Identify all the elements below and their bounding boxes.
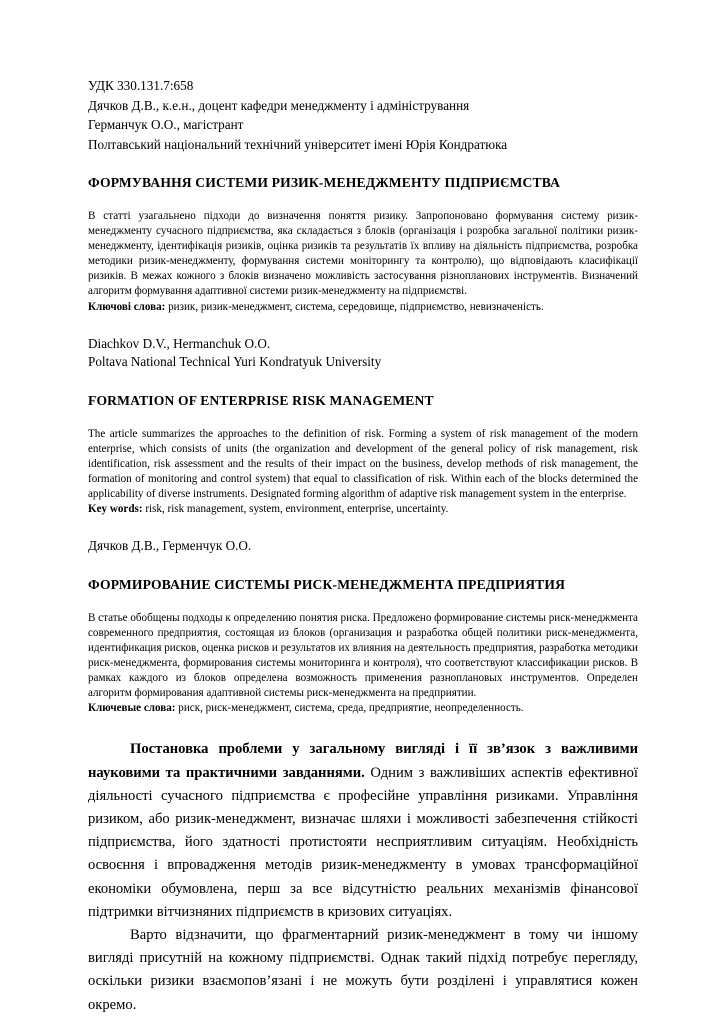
ru-keywords-label: Ключевые слова: — [88, 702, 176, 715]
en-keywords-list: risk, risk management, system, environment, enterprise, uncertainty. — [142, 503, 449, 516]
udc-code: УДК 330.131.7:658 — [88, 78, 194, 93]
body-paragraph-text: Одним з важливіших аспектів ефективної діяльності сучасного підприємства є професійне управління ризиками. Управління ризиком, або ризик-менеджмент, визначає шляхи і можливості забезпечення стійкості підприємства, його здатності протистояти несприятливим ситуаціям. Необхідність освоєння і впровадження методів ризик-менеджменту в умовах трансформаційної економіки обумовлена, перш за все відсутністю реальних механізмів фінансової підтримки вітчизняних підприємств в кризових ситуаціях. — [88, 764, 638, 920]
uk-article-title: ФОРМУВАННЯ СИСТЕМИ РИЗИК-МЕНЕДЖМЕНТУ ПІДПРИЄМСТВА — [88, 175, 561, 190]
ru-authors: Дячков Д.В., Герменчук О.О. — [88, 538, 252, 554]
ru-keywords-list: риск, риск-менеджмент, система, среда, предприятие, неопределенность. — [175, 702, 524, 715]
uk-affiliation: Полтавський національний технічний університет імені Юрія Кондратюка — [88, 136, 508, 152]
en-section — [88, 335, 638, 518]
uk-keywords-label: Ключові слова: — [88, 300, 166, 313]
en-affiliation: Poltava National Technical Yuri Kondratyuk University — [88, 354, 382, 370]
uk-author-primary: Дячков Д.В., к.е.н., доцент кафедри менеджменту і адміністрування — [88, 97, 470, 113]
uk-author-secondary: Германчук О.О., магістрант — [88, 117, 244, 132]
en-abstract: The article summarizes the approaches to the definition of risk. Forming a system of risk management of the modern enterprise, which consists of units (the organization and development of the general policy of risk management, risk identification, risk assessment and the results of their impact on the business, develop methods of risk management, the formation of monitoring and control system) that equal to classification of risk. Within each of the blocks determined the applicability of diverse instruments. Designated forming algorithm of adaptive risk management system in the enterprise. — [88, 427, 638, 501]
en-keywords — [88, 502, 638, 517]
ru-section — [88, 537, 638, 716]
en-authors: Diachkov D.V., Hermanchuk O.O. — [88, 335, 271, 351]
body-paragraph-lead-in: Постановка проблеми у загальному вигляді і її зв’язок з важливими науковими та практичними завданнями. — [88, 741, 638, 781]
ru-abstract: В статье обобщены подходы к определению понятия риска. Предложено формирование системы риск-менеджмента современного предприятия, состоящая из блоков (организация и разработка общей политики риск-менеджмента, идентификация рисков, оценка рисков и результатов их влияния на деятельность предприятия, разработка методики риск-менеджмента, формирования системы мониторинга и контроля), что соответствуют классификации рисков. В рамках каждого из блоков определена возможность применения разноплановых инструментов. Определен алгоритм формирования адаптивной системы риск-менеджмента на предприятии. — [88, 611, 638, 700]
body-paragraph-problem-statement — [88, 738, 638, 924]
en-article-title: FORMATION OF ENTERPRISE RISK MANAGEMENT — [88, 392, 434, 408]
uk-abstract: В статті узагальнено підходи до визначення поняття ризику. Запропоновано формування систему ризик-менеджменту сучасного підприємства, яка складається з блоків (організація і розробка загальної політики ризик-менеджменту, ідентифікація ризиків, оцінка ризиків та результатів їх впливу на діяльність підприємства, розробка методики ризик-менеджменту, формування системи моніторингу та контролю), що відповідають класифікації ризиків. В межах кожного з блоків визначено можливість застосування різнопланових інструментів. Визначений алгоритм формування адаптивної системи ризик-менеджменту на підприємстві. — [88, 210, 638, 298]
en-keywords-label: Key words: — [88, 503, 143, 516]
uk-keywords-list: ризик, ризик-менеджмент, система, середовище, підприємство, невизначеність. — [165, 300, 544, 313]
ru-keywords — [88, 701, 638, 716]
ru-article-title: ФОРМИРОВАНИЕ СИСТЕМЫ РИСК-МЕНЕДЖМЕНТА ПРЕДПРИЯТИЯ — [88, 576, 566, 592]
body-paragraph-fragmentary-risk: Варто відзначити, що фрагментарний ризик-менеджмент в тому чи іншому вигляді присутній на кожному підприємстві. Однак такий підхід потребує перегляду, оскільки ризики взаємопов’язані і не можуть бути розділені і управлятися кожен окремо. — [88, 927, 638, 1013]
uk-keywords — [88, 300, 638, 315]
